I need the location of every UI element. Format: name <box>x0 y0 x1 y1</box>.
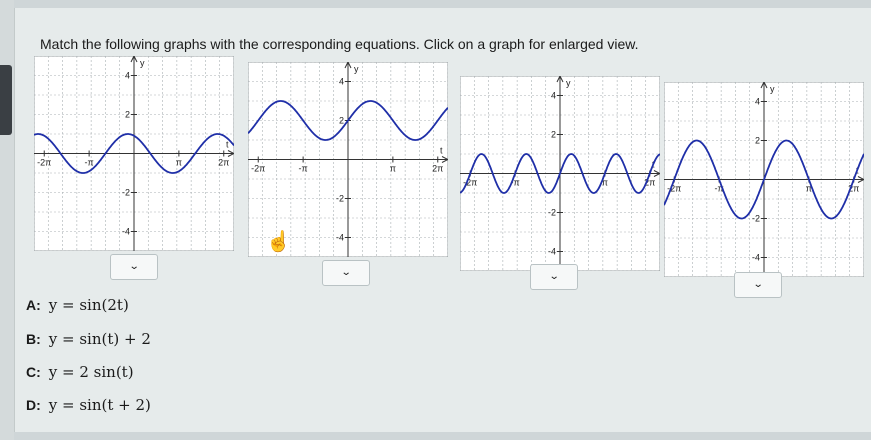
graph-canvas <box>34 56 234 251</box>
y-tick-label: 4 <box>550 90 556 101</box>
x-tick-label: -π <box>510 177 520 188</box>
x-tick-label: π <box>389 163 396 174</box>
graph-canvas <box>460 76 660 271</box>
graph-2[interactable] <box>248 62 448 257</box>
chevron-down-icon: ⌄ <box>548 271 560 282</box>
graph-1[interactable] <box>34 56 234 251</box>
x-tick-label: -π <box>298 163 308 174</box>
instructions-text: Match the following graphs with the corresponding equations. Click on a graph for enlarged view. <box>40 36 639 52</box>
graph-canvas <box>248 62 448 257</box>
x-tick-label: -2π <box>463 177 478 188</box>
x-tick-label: 2π <box>432 163 444 174</box>
x-axis-label: t <box>440 145 443 156</box>
x-axis-label: t <box>652 159 655 170</box>
y-axis-label: y <box>140 58 145 68</box>
y-axis-label: y <box>354 64 359 74</box>
x-tick-label: π <box>601 177 608 188</box>
equation-expression: y = 2 sin(t) <box>48 363 134 381</box>
equation-letter: A: <box>26 297 41 313</box>
equation-expression: y = sin(2t) <box>48 296 129 314</box>
x-tick-label: -π <box>84 157 94 168</box>
graph-3[interactable] <box>460 76 660 271</box>
chevron-down-icon: ⌄ <box>340 267 352 278</box>
x-tick-label: 2π <box>848 183 860 194</box>
hand-pointer-icon: ☝ <box>266 231 291 253</box>
graph-4[interactable] <box>664 82 864 277</box>
equation-letter: B: <box>26 331 41 347</box>
chevron-down-icon: ⌄ <box>752 279 764 290</box>
equation-expression: y = sin(t + 2) <box>48 396 151 414</box>
y-tick-label: -2 <box>751 213 760 224</box>
y-tick-label: 2 <box>124 109 130 120</box>
chevron-down-icon: ⌄ <box>128 261 140 272</box>
equation-letter: C: <box>26 364 41 380</box>
y-tick-label: 4 <box>124 70 130 81</box>
graph-canvas <box>664 82 864 277</box>
y-tick-label: -4 <box>121 226 130 237</box>
equation-c <box>26 363 134 381</box>
y-axis-label: y <box>770 84 775 94</box>
x-tick-label: -2π <box>37 157 52 168</box>
y-tick-label: 2 <box>338 115 344 126</box>
x-tick-label: π <box>175 157 182 168</box>
graph-1-dropdown[interactable] <box>110 254 158 280</box>
x-tick-label: 2π <box>644 177 656 188</box>
y-tick-label: -2 <box>547 207 556 218</box>
x-tick-label: -2π <box>251 163 266 174</box>
graph-2-dropdown[interactable] <box>322 260 370 286</box>
equation-expression: y = sin(t) + 2 <box>48 330 151 348</box>
graph-4-dropdown[interactable] <box>734 272 782 298</box>
x-tick-label: π <box>805 183 812 194</box>
x-tick-label: -π <box>714 183 724 194</box>
x-axis-label: t <box>856 165 859 176</box>
y-tick-label: 2 <box>550 129 556 140</box>
y-tick-label: -4 <box>547 246 556 257</box>
equation-b <box>26 330 151 348</box>
y-tick-label: -2 <box>335 193 344 204</box>
y-tick-label: -2 <box>121 187 130 198</box>
y-tick-label: 2 <box>754 135 760 146</box>
y-tick-label: 4 <box>754 96 760 107</box>
x-tick-label: -2π <box>667 183 682 194</box>
equation-d <box>26 396 151 414</box>
x-axis-label: t <box>226 139 229 150</box>
y-axis-label: y <box>566 78 571 88</box>
side-tab[interactable] <box>0 65 12 135</box>
x-tick-label: 2π <box>218 157 230 168</box>
y-tick-label: -4 <box>335 232 344 243</box>
graph-3-dropdown[interactable] <box>530 264 578 290</box>
y-tick-label: 4 <box>338 76 344 87</box>
equation-a <box>26 296 129 314</box>
equation-letter: D: <box>26 397 41 413</box>
y-tick-label: -4 <box>751 252 760 263</box>
